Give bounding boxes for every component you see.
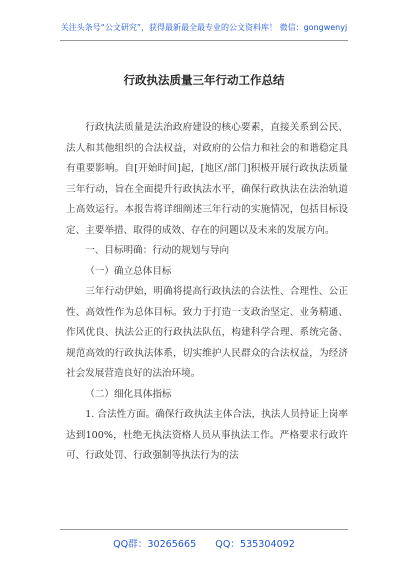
section-heading-1: 一、目标明确：行动的规划与导向 <box>85 245 230 256</box>
body-paragraph: 1. 合法性方面。确保行政执法主体合法，执法人员持证上岗率达到100%，杜绝无执法资格人员从事执法工作。严格要求行政许可、行政处罚、行政强制等执法行为的法 <box>66 409 348 461</box>
qq-contact-text: QQ：535304092 <box>215 539 295 550</box>
intro-paragraph: 行政执法质量是法治政府建设的核心要素，直接关系到公民、法人和其他组织的合法权益，对政府的公信力和社会的和谐稳定具有重要影响。自[开始时间]起，[地区/部门]积极开展行政执法质量三年行动，旨在全面提升行政执法水平，确保行政执法在法治轨道上高效运行。本报告将详细阐述三年行动的实施情况，包括目标设定、主要举措、取得的成效、存在的问题以及未来的发展方向。 <box>66 122 348 236</box>
body-paragraph: 三年行动伊始，明确将提高行政执法的合法性、合理性、公正性、高效性作为总体目标。致力于打造一支政治坚定、业务精通、作风优良、执法公正的行政执法队伍，构建科学合理、系统完备、规范高效的行政执法体系，切实维护人民群众的合法权益，为经济社会发展营造良好的法治环境。 <box>66 286 348 379</box>
header-divider <box>60 40 348 41</box>
subsection-heading-2: （二）细化具体指标 <box>85 388 172 400</box>
footer-divider <box>60 529 348 530</box>
footer <box>0 536 408 550</box>
subsection-heading-1: （一）确立总体目标 <box>85 265 172 277</box>
top-banner: 关注头条号“公文研究”，获得最新最全最专业的公文资料库！ 微信：gongwenyj <box>60 23 348 32</box>
document-body <box>66 118 348 467</box>
document-title: 行政执法质量三年行动工作总结 <box>123 73 285 87</box>
qq-group-text: QQ群：30265665 <box>113 539 197 550</box>
